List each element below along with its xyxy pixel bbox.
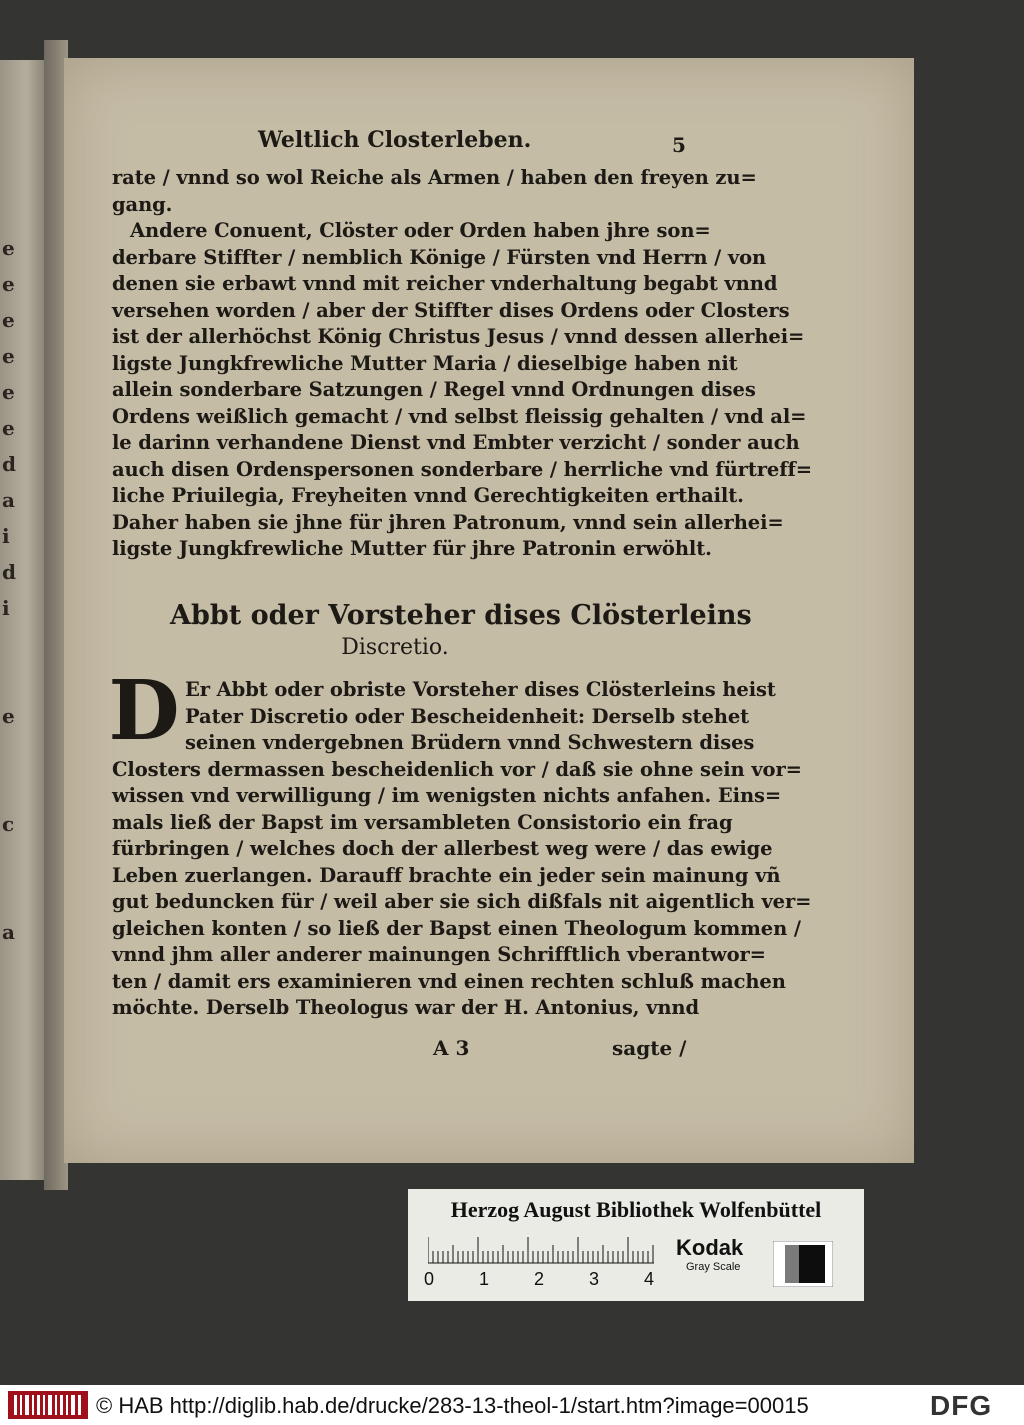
edge-glyph [2, 878, 26, 914]
text-line: gut beduncken für / weil aber sie sich dißfals nit aigentlich ver= [112, 890, 812, 913]
edge-glyph [2, 842, 26, 878]
edge-glyph [2, 770, 26, 806]
edge-glyph [2, 1202, 26, 1238]
edge-glyph [2, 1274, 26, 1310]
footer-bar [0, 1385, 1024, 1425]
edge-glyph: e [2, 308, 15, 332]
edge-glyph: e [2, 272, 15, 296]
edge-glyph [2, 1022, 26, 1058]
edge-glyph: e [2, 416, 15, 440]
ruler-label: 1 [479, 1269, 490, 1289]
ruler-label: 0 [424, 1269, 435, 1289]
text-line: Er Abbt oder obriste Vorsteher dises Clösterleins heist [185, 678, 776, 701]
text-line: möchte. Derselb Theologus war der H. Antonius, vnnd [112, 996, 700, 1019]
ruler-ticks [428, 1233, 658, 1267]
edge-glyph: e [2, 704, 15, 728]
text-line: mals ließ der Bapst im versambleten Consistorio ein frag [112, 810, 733, 834]
kodak-brand: Kodak [676, 1235, 744, 1260]
kodak-gray-scale-label: Gray Scale [686, 1261, 741, 1273]
ruler-label: 3 [589, 1269, 600, 1289]
edge-glyph [2, 986, 26, 1022]
edge-glyph [2, 1238, 26, 1274]
edge-glyph: c [2, 812, 15, 836]
edge-glyph [2, 734, 26, 770]
ruler-label: 2 [534, 1269, 545, 1289]
hab-barcode-icon [8, 1391, 88, 1419]
text-line: seinen vndergebnen Brüdern vnnd Schwestern dises [185, 731, 755, 754]
edge-glyph: a [2, 920, 15, 944]
edge-glyph [2, 1094, 26, 1130]
text-line: le darinn verhandene Dienst vnd Embter verzicht / sonder auch [112, 431, 800, 454]
left-facing-page-edge [0, 60, 44, 1180]
ruler-label: 4 [644, 1269, 655, 1289]
source-url-text[interactable]: © HAB http://diglib.hab.de/drucke/283-13-theol-1/start.htm?image=00015 [96, 1393, 809, 1418]
text-line: auch disen Ordenspersonen sonderbare / herrliche vnd fürtreff= [112, 457, 813, 481]
text-line: Ordens weißlich gemacht / vnd selbst fleissig gehalten / vnd al= [112, 404, 807, 428]
section-title: Abbt oder Vorsteher dises Clösterleins [170, 600, 752, 631]
library-color-card [408, 1189, 864, 1301]
page-number: 5 [672, 133, 686, 157]
library-name: Herzog August Bibliothek Wolfenbüttel [450, 1197, 822, 1222]
drop-cap-initial: D [108, 663, 180, 759]
catchword: sagte / [612, 1036, 687, 1060]
edge-glyph: e [2, 344, 15, 368]
edge-glyph: e [2, 236, 15, 260]
text-line: denen sie erbawt vnnd mit reicher vnderhaltung begabt vnnd [112, 272, 778, 295]
edge-glyph [2, 1130, 26, 1166]
text-line: ligste Jungkfrewliche Mutter für jhre Patronin erwöhlt. [112, 537, 712, 560]
text-line: Leben zuerlangen. Darauff brachte ein jeder sein mainung vñ [112, 863, 781, 887]
text-line: Daher haben sie jhne für jhren Patronum, vnnd sein allerhei= [112, 510, 784, 534]
edge-glyph [2, 950, 26, 986]
text-line: ten / damit ers examinieren vnd einen rechten schluß machen [112, 969, 786, 993]
text-line: Pater Discretio oder Bescheidenheit: Derselb stehet [185, 704, 750, 728]
text-line: fürbringen / welches doch der allerbest weg were / das ewige [112, 837, 773, 860]
edge-glyph [2, 1058, 26, 1094]
signature-mark: A 3 [433, 1036, 470, 1060]
edge-glyph [2, 1166, 26, 1202]
text-line: gleichen konten / so ließ der Bapst einen Theologum kommen / [112, 916, 801, 940]
edge-glyph [2, 1310, 26, 1346]
edge-glyph: e [2, 380, 15, 404]
text-line: derbare Stiffter / nemblich Könige / Fürsten vnd Herrn / von [112, 245, 767, 269]
gray-scale-patches [773, 1241, 833, 1287]
running-head: Weltlich Closterleben. [258, 127, 532, 153]
edge-glyph: d [2, 452, 16, 476]
text-line: wissen vnd verwilligung / im wenigsten nichts anfahen. Eins= [112, 784, 782, 807]
text-line: rate / vnnd so wol Reiche als Armen / haben den freyen zu= [112, 166, 757, 189]
edge-glyph: d [2, 560, 16, 584]
text-line: gang. [112, 192, 173, 216]
text-line: liche Priuilegia, Freyheiten vnnd Gerechtigkeiten erthailt. [112, 484, 744, 507]
edge-glyph [2, 1346, 26, 1382]
text-line: Closters dermassen bescheidenlich vor / daß sie ohne sein vor= [112, 757, 802, 781]
text-line: vnnd jhm aller anderer mainungen Schrifftlich vberantwor= [112, 943, 766, 966]
edge-glyph: i [2, 524, 10, 548]
edge-glyph [2, 662, 26, 698]
text-line: ist der allerhöchst König Christus Jesus / vnnd dessen allerhei= [112, 325, 805, 348]
edge-glyph: a [2, 488, 15, 512]
left-page-edge-glyphs [2, 230, 26, 1385]
text-line: allein sonderbare Satzungen / Regel vnnd Ordnungen dises [112, 378, 756, 401]
text-line: versehen worden / aber der Stiffter dises Ordens oder Closters [112, 298, 790, 322]
text-line: ligste Jungkfrewliche Mutter Maria / dieselbige haben nit [112, 351, 738, 375]
edge-glyph: i [2, 596, 10, 620]
edge-glyph [2, 626, 26, 662]
section-subtitle: Discretio. [341, 635, 449, 660]
text-line: Andere Conuent, Clöster oder Orden haben jhre son= [130, 219, 711, 242]
dfg-logo: DFG [930, 1390, 993, 1421]
